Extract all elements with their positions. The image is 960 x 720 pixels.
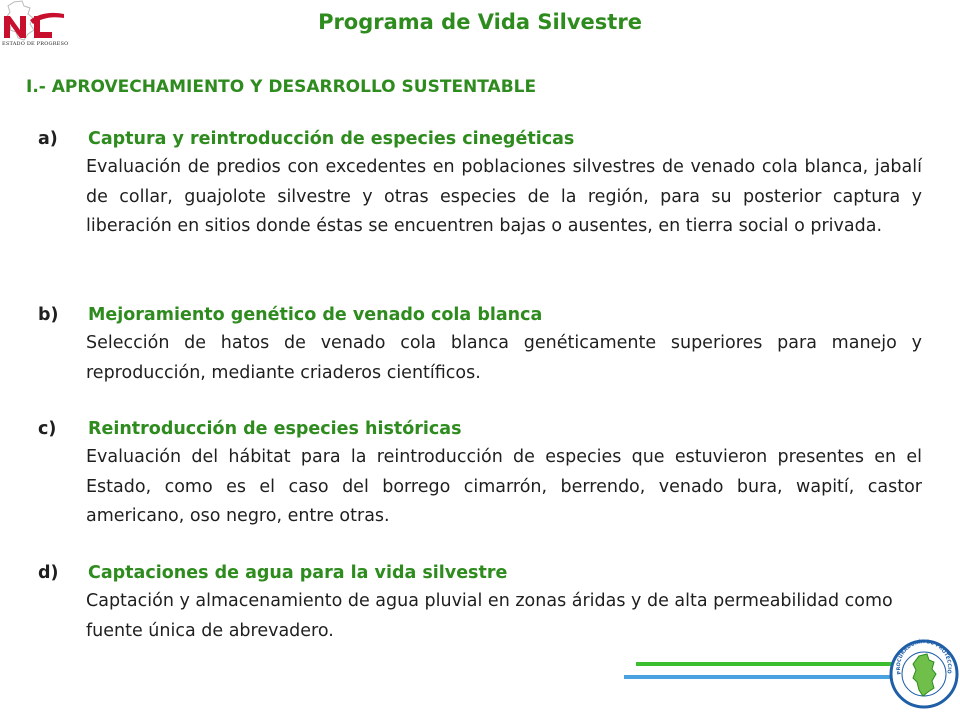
item-title: Captura y reintroducción de especies cinegéticas (88, 129, 575, 149)
logo-caption: ESTADO DE PROGRESO (2, 41, 69, 47)
item-description: Captación y almacenamiento de agua pluvial en zonas áridas y de alta permeabilidad como fuente única de abrevadero. (86, 591, 893, 641)
seal-icon (889, 634, 959, 714)
item-description: Evaluación del hábitat para la reintroducción de especies que estuvieron presentes en el Estado, como es el caso del borrego cimarrón, berrendo, venado bura, wapití, castor americano, oso negro, entre otras. (86, 447, 922, 526)
item-title: Reintroducción de especies históricas (88, 419, 462, 439)
blue-divider-bar (624, 675, 894, 679)
page-title: Programa de Vida Silvestre (318, 10, 642, 34)
item-description: Evaluación de predios con excedentes en poblaciones silvestres de venado cola blanca, jabalí de collar, guajolote silvestre y otras especies de la región, para su posterior captura y liberación en sitios donde éstas se encuentren bajas o ausentes, en tierra social o privada. (86, 157, 922, 236)
item-marker: b) (38, 305, 59, 325)
item-marker: c) (38, 419, 57, 439)
item-description: Selección de hatos de venado cola blanca genéticamente superiores para manejo y reproducción, mediante criaderos científicos. (86, 333, 922, 383)
item-marker: a) (38, 129, 58, 149)
item-title: Mejoramiento genético de venado cola blanca (88, 305, 543, 325)
section-heading: I.- APROVECHAMIENTO Y DESARROLLO SUSTENTABLE (26, 77, 537, 97)
agency-seal-logo (889, 634, 959, 714)
item-marker: d) (38, 563, 59, 583)
item-title: Captaciones de agua para la vida silvestre (88, 563, 508, 583)
seal-lettering: PROCURADURÍA DE PROTECCIÓ (895, 639, 953, 675)
green-divider-bar (636, 662, 894, 666)
